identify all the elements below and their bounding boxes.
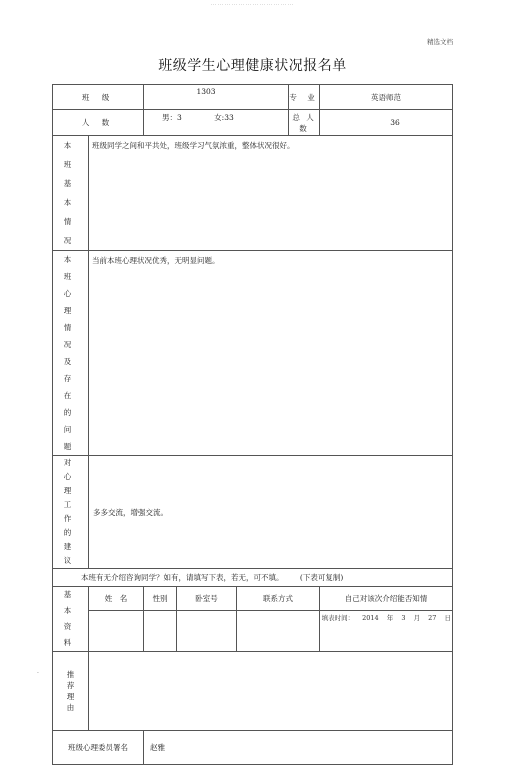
corner-label: 精选文档: [427, 38, 453, 46]
fill-date: [316, 613, 451, 622]
count-label: 人 数: [53, 110, 144, 136]
col-name: 姓 名: [89, 587, 144, 611]
female-count: 女:33: [214, 113, 234, 122]
header-faint-text: ………………………………: [210, 0, 295, 7]
referral-question: 本班有无介绍咨询同学？如有，请填写下表，若无，可不填。: [81, 573, 284, 582]
signer-value[interactable]: 赵雅: [144, 731, 453, 765]
date-year-unit: 年: [386, 614, 394, 622]
page-title: 班级学生心理健康状况报名单: [158, 58, 347, 74]
count-row: [53, 110, 453, 136]
date-label: 填表时间：: [321, 614, 355, 622]
psych-situation-label: 本 班 心 理 情 况 及 存 在 的 问 题: [53, 251, 89, 456]
reason-input-cell[interactable]: [89, 652, 453, 731]
info-header-row: [53, 587, 453, 611]
referral-question-row: [53, 569, 453, 587]
registration-form: [52, 84, 453, 765]
basic-situation-label: 本 班 基 本 情 况: [53, 136, 89, 251]
suggestion-row: [53, 456, 453, 569]
major-value: 英语师范: [320, 85, 453, 110]
class-label: 班 级: [53, 85, 144, 110]
reason-row: [53, 652, 453, 731]
date-month-unit: 月: [413, 614, 421, 622]
col-contact: 联系方式: [237, 587, 320, 611]
name-input-cell[interactable]: [89, 611, 144, 652]
class-row: [53, 85, 453, 110]
gender-input-cell[interactable]: [144, 611, 177, 652]
date-year: 2014: [362, 614, 379, 622]
col-consent: 自己对该次介绍能否知情: [320, 587, 453, 611]
class-value: 1303: [196, 87, 216, 96]
total-label: 总 人 数: [289, 110, 320, 136]
psych-situation-row: [53, 251, 453, 456]
basic-situation-row: [53, 136, 453, 251]
psych-situation-text[interactable]: 当前本班心理状况优秀，无明显问题。: [89, 251, 453, 456]
basic-situation-text[interactable]: 班级同学之间和平共处，班级学习气氛浓重，整体状况很好。: [89, 136, 453, 251]
class-value-cell: [144, 85, 289, 110]
signer-row: [53, 731, 453, 765]
date-month: 3: [401, 614, 406, 622]
col-dorm: 卧室号: [177, 587, 237, 611]
contact-input-cell[interactable]: [237, 611, 320, 652]
date-day-unit: 日: [444, 614, 451, 622]
total-value: 36: [320, 110, 453, 136]
signer-label: 班级心理委员署名: [53, 731, 144, 765]
referral-question-cell: [53, 569, 453, 587]
dorm-input-cell[interactable]: [177, 611, 237, 652]
page-mark: .: [37, 668, 39, 675]
male-count: 男：3: [162, 113, 182, 122]
suggestion-text[interactable]: 多多交流，增强交流。: [89, 456, 453, 569]
referral-note: (下表可复制): [299, 573, 344, 582]
gender-count-cell: [144, 110, 289, 136]
basic-info-label: 基 本 资 料: [53, 587, 89, 652]
major-label: 专 业: [289, 85, 320, 110]
reason-label: 推 荐 理 由: [53, 652, 89, 731]
col-gender: 性别: [144, 587, 177, 611]
suggestion-label: 对 心 理 工 作 的 建 议: [53, 456, 89, 569]
date-day: 27: [428, 614, 437, 622]
